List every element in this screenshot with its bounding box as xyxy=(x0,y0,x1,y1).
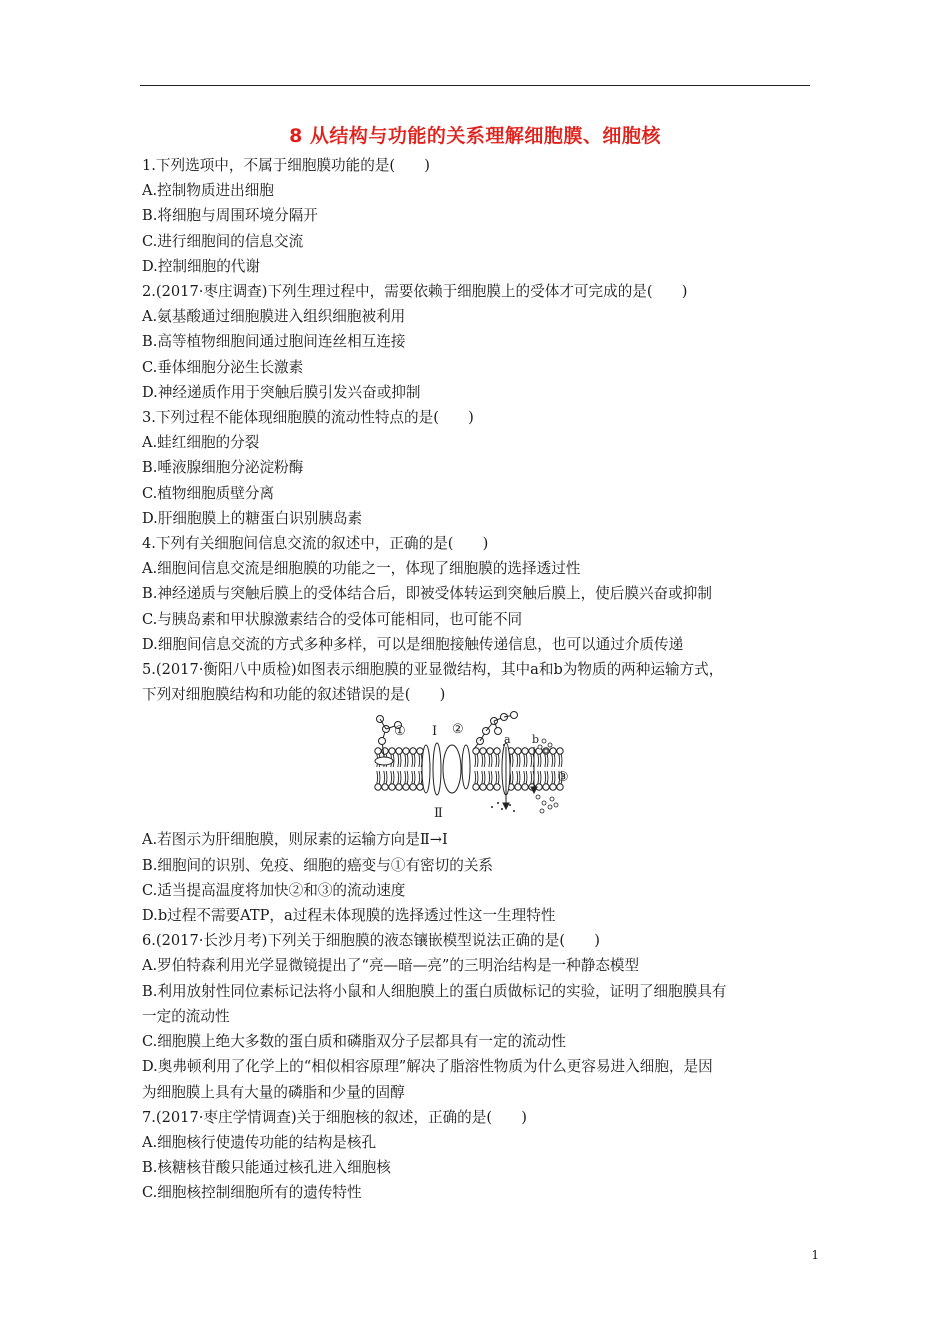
phospholipid-head xyxy=(515,784,521,790)
text-line: A.氨基酸通过细胞膜进入组织细胞被利用 xyxy=(142,308,406,326)
fatty-acid-tail xyxy=(407,771,408,784)
label-3: ③ xyxy=(557,770,569,786)
text-line: A.细胞核行使遗传功能的结构是核孔 xyxy=(142,1133,377,1151)
fatty-acid-tail xyxy=(407,754,408,767)
text-line: B.唾液腺细胞分泌淀粉酶 xyxy=(142,459,304,477)
page-number: 1 xyxy=(811,1248,819,1262)
fatty-acid-tail xyxy=(559,754,560,767)
text-line: D.控制细胞的代谢 xyxy=(142,257,260,275)
text-line: D.b过程不需要ATP，a过程未体现膜的选择透过性这一生理特性 xyxy=(142,907,556,925)
fatty-acid-tail xyxy=(489,771,490,784)
fatty-acid-tail xyxy=(489,754,490,767)
fatty-acid-tail xyxy=(393,771,394,784)
phospholipid-head xyxy=(417,784,423,790)
text-line: C.垂体细胞分泌生长激素 xyxy=(142,358,304,376)
phospholipid-head xyxy=(487,784,493,790)
page-title: 8 从结构与功能的关系理解细胞膜、细胞核 xyxy=(289,125,661,147)
text-line: D.细胞间信息交流的方式多种多样，可以是细胞接触传递信息，也可以通过介质传递 xyxy=(142,635,684,653)
fatty-acid-tail xyxy=(531,771,532,784)
text-line: A.控制物质进出细胞 xyxy=(142,182,274,200)
phospholipid-head xyxy=(403,784,409,790)
text-line: B.高等植物细胞间通过胞间连丝相互连接 xyxy=(142,333,406,351)
fatty-acid-tail xyxy=(414,754,415,767)
phospholipid-head xyxy=(396,748,402,754)
fatty-acid-tail xyxy=(496,771,497,784)
fatty-acid-tail xyxy=(412,771,413,784)
fatty-acid-tail xyxy=(512,771,513,784)
text-line: 7.(2017·枣庄学情调查)关于细胞核的叙述，正确的是( ) xyxy=(142,1108,527,1126)
fatty-acid-tail xyxy=(538,754,539,767)
fatty-acid-tail xyxy=(377,771,378,784)
fatty-acid-tail xyxy=(517,771,518,784)
label-1: ① xyxy=(394,724,406,740)
document-body xyxy=(142,153,814,1206)
text-line: A.罗伯特森利用光学显微镜提出了“亮—暗—亮”的三明治结构是一种静态模型 xyxy=(142,957,640,975)
text-line: A.蛙红细胞的分裂 xyxy=(142,434,260,452)
fatty-acid-tail xyxy=(512,754,513,767)
text-line: 3.下列过程不能体现细胞膜的流动性特点的是( ) xyxy=(142,409,474,427)
fatty-acid-tail xyxy=(519,754,520,767)
phospholipid-head xyxy=(557,748,563,754)
fatty-acid-tail xyxy=(475,754,476,767)
questions-part-1 xyxy=(142,153,814,707)
fatty-acid-tail xyxy=(491,754,492,767)
text-line: B.细胞间的识别、免疫、细胞的癌变与①有密切的关系 xyxy=(142,856,494,874)
text-line: 2.(2017·枣庄调查)下列生理过程中，需要依赖于细胞膜上的受体才可完成的是( ) xyxy=(142,283,688,301)
fatty-acid-tail xyxy=(540,754,541,767)
fatty-acid-tail xyxy=(391,771,392,784)
questions-part-2 xyxy=(142,827,814,1205)
phospholipid-head xyxy=(522,748,528,754)
protein-1 xyxy=(422,745,430,793)
text-line: C.细胞膜上绝大多数的蛋白质和磷脂双分子层都具有一定的流动性 xyxy=(142,1033,566,1051)
phospholipid-head xyxy=(515,748,521,754)
fatty-acid-tail xyxy=(398,771,399,784)
phospholipid-head xyxy=(473,784,479,790)
fatty-acid-tail xyxy=(482,754,483,767)
fatty-acid-tail xyxy=(484,771,485,784)
fatty-acid-tail xyxy=(552,771,553,784)
fatty-acid-tail xyxy=(419,754,420,767)
fatty-acid-tail xyxy=(524,771,525,784)
fatty-acid-tail xyxy=(414,771,415,784)
text-line: C.细胞核控制细胞所有的遗传特性 xyxy=(142,1184,362,1202)
phospholipid-head xyxy=(487,748,493,754)
phospholipid-head xyxy=(543,784,549,790)
text-line: 1.下列选项中，不属于细胞膜功能的是( ) xyxy=(142,157,431,174)
label-lower-side: Ⅱ xyxy=(434,806,443,822)
protein-2 xyxy=(433,743,441,795)
fatty-acid-tail xyxy=(524,754,525,767)
phospholipid-head xyxy=(382,784,388,790)
phospholipid-head xyxy=(417,748,423,754)
fatty-acid-tail xyxy=(538,771,539,784)
text-line: C.植物细胞质壁分离 xyxy=(142,484,275,502)
text-line: B.神经递质与突触后膜上的受体结合后，即被受体转运到突触后膜上，使后膜兴奋或抑制 xyxy=(142,585,712,603)
fatty-acid-tail xyxy=(552,754,553,767)
text-line: D.神经递质作用于突触后膜引发兴奋或抑制 xyxy=(142,383,421,401)
top-rule xyxy=(140,85,810,86)
fatty-acid-tail xyxy=(531,754,532,767)
text-line: 5.(2017·衡阳八中质检)如图表示细胞膜的亚显微结构，其中a和b为物质的两种运输方式， xyxy=(142,661,724,679)
phospholipid-head xyxy=(522,784,528,790)
phospholipid-head xyxy=(494,748,500,754)
label-b: b xyxy=(532,733,540,747)
phospholipid-head xyxy=(375,784,381,790)
fatty-acid-tail xyxy=(545,771,546,784)
fatty-acid-tail xyxy=(526,754,527,767)
fatty-acid-tail xyxy=(561,754,562,767)
fatty-acid-tail xyxy=(475,771,476,784)
text-line: C.适当提高温度将加快②和③的流动速度 xyxy=(142,881,406,899)
fatty-acid-tail xyxy=(477,771,478,784)
phospholipid-head xyxy=(494,784,500,790)
phospholipid-head xyxy=(410,784,416,790)
fatty-acid-tail xyxy=(517,754,518,767)
phospholipid-head xyxy=(410,748,416,754)
fatty-acid-tail xyxy=(398,754,399,767)
text-line: 下列对细胞膜结构和功能的叙述错误的是( ) xyxy=(142,686,446,704)
text-line: 一定的流动性 xyxy=(142,1007,230,1025)
fatty-acid-tail xyxy=(384,771,385,784)
phospholipid-head xyxy=(550,748,556,754)
fatty-acid-tail xyxy=(519,771,520,784)
label-a: a xyxy=(504,733,511,747)
text-line: 4.下列有关细胞间信息交流的叙述中，正确的是( ) xyxy=(142,535,489,553)
fatty-acid-tail xyxy=(477,754,478,767)
fatty-acid-tail xyxy=(496,754,497,767)
fatty-acid-tail xyxy=(554,771,555,784)
fatty-acid-tail xyxy=(405,754,406,767)
phospholipid-head xyxy=(403,748,409,754)
protein-surface xyxy=(375,757,393,765)
text-line: C.进行细胞间的信息交流 xyxy=(142,232,304,250)
fatty-acid-tail xyxy=(498,771,499,784)
fatty-acid-tail xyxy=(379,771,380,784)
phospholipid-head xyxy=(480,784,486,790)
fatty-acid-tail xyxy=(400,771,401,784)
protein-4 xyxy=(462,745,470,789)
fatty-acid-tail xyxy=(554,754,555,767)
phospholipid-head xyxy=(389,748,395,754)
fatty-acid-tail xyxy=(491,771,492,784)
fatty-acid-tail xyxy=(400,754,401,767)
fatty-acid-tail xyxy=(498,754,499,767)
phospholipid-head xyxy=(389,784,395,790)
text-line: 6.(2017·长沙月考)下列关于细胞膜的液态镶嵌模型说法正确的是( ) xyxy=(142,932,600,950)
fatty-acid-tail xyxy=(545,754,546,767)
fatty-acid-tail xyxy=(405,771,406,784)
text-line: A.若图示为肝细胞膜，则尿素的运输方向是Ⅱ→Ⅰ xyxy=(142,831,448,849)
membrane-diagram xyxy=(142,711,814,824)
text-line: C.与胰岛素和甲状腺激素结合的受体可能相同，也可能不同 xyxy=(142,610,523,628)
text-line: D.奥弗顿利用了化学上的“相似相容原理”解决了脂溶性物质为什么更容易进入细胞，是因 xyxy=(142,1058,713,1076)
protein-3 xyxy=(443,745,461,793)
phospholipid-head xyxy=(396,784,402,790)
fatty-acid-tail xyxy=(419,771,420,784)
fatty-acid-tail xyxy=(412,754,413,767)
fatty-acid-tail xyxy=(540,771,541,784)
text-line: B.将细胞与周围环境分隔开 xyxy=(142,207,318,225)
text-line: A.细胞间信息交流是细胞膜的功能之一，体现了细胞膜的选择透过性 xyxy=(142,560,581,578)
fatty-acid-tail xyxy=(526,771,527,784)
phospholipid-head xyxy=(375,748,381,754)
label-2: ② xyxy=(452,722,464,738)
text-line: 为细胞膜上具有大量的磷脂和少量的固醇 xyxy=(142,1083,405,1101)
fatty-acid-tail xyxy=(482,771,483,784)
label-upper-side: Ⅰ xyxy=(432,724,438,740)
fatty-acid-tail xyxy=(386,771,387,784)
fatty-acid-tail xyxy=(547,754,548,767)
fatty-acid-tail xyxy=(484,754,485,767)
fatty-acid-tail xyxy=(547,771,548,784)
phospholipid-head xyxy=(480,748,486,754)
text-line: B.核糖核苷酸只能通过核孔进入细胞核 xyxy=(142,1159,391,1177)
phospholipid-head xyxy=(550,784,556,790)
membrane-svg xyxy=(374,711,579,821)
text-line: B.利用放射性同位素标记法将小鼠和人细胞膜上的蛋白质做标记的实验，证明了细胞膜具有 xyxy=(142,982,727,1000)
text-line: D.肝细胞膜上的糖蛋白识别胰岛素 xyxy=(142,509,363,527)
